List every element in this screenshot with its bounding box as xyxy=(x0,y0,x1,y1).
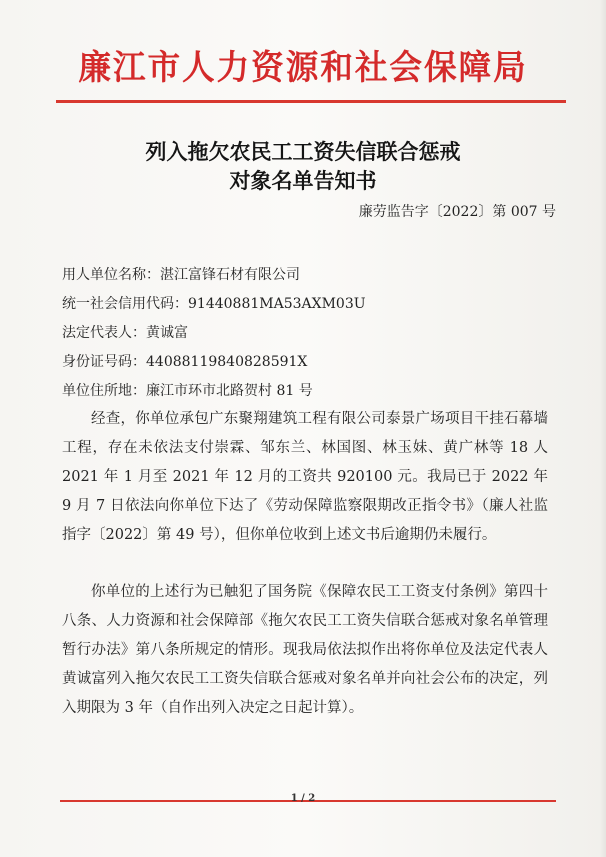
field-id-number xyxy=(62,348,366,377)
field-label: 用人单位名称： xyxy=(62,267,160,283)
entity-info xyxy=(62,261,366,406)
field-label: 法定代表人： xyxy=(62,325,146,341)
field-value: 91440881MA53AXM03U xyxy=(188,296,366,312)
page-edge-shadow xyxy=(600,0,606,857)
notice-title xyxy=(0,137,606,195)
field-value: 湛江富锋石材有限公司 xyxy=(160,267,300,283)
field-value: 黄诚富 xyxy=(146,325,188,341)
page-indicator: 1 / 2 xyxy=(290,793,316,804)
field-label: 统一社会信用代码： xyxy=(62,296,188,312)
field-credit-code xyxy=(62,290,366,319)
field-label: 身份证号码： xyxy=(62,354,146,370)
field-value: 44088119840828591X xyxy=(146,354,308,370)
title-line-2: 对象名单告知书 xyxy=(229,168,377,193)
field-label: 单位住所地： xyxy=(62,383,146,399)
organization-header: 廉江市人力资源和社会保障局 xyxy=(78,48,528,88)
header-red-rule xyxy=(56,100,566,103)
field-employer-name xyxy=(62,261,366,290)
title-line-1: 列入拖欠农民工工资失信联合惩戒 xyxy=(145,139,461,164)
field-legal-rep xyxy=(62,319,366,348)
field-address xyxy=(62,377,366,406)
paragraph-findings: 经查，你单位承包广东聚翔建筑工程有限公司泰景广场项目干挂石幕墙工程，存在未依法支付崇霖、邹东兰、林国图、林玉妹、黄广林等 18 人 2021 年 1 月至 2021 年 12 月的工资共 920100 元。我局已于 2022 年 9 月 7 日依法向你单位下达了《劳动保障监察限期改正指令书》（廉人社监指字〔2022〕第 49 号），但你单位收到上述文书后逾期仍未履行。 xyxy=(62,411,548,543)
document-number: 廉劳监告字〔2022〕第 007 号 xyxy=(358,204,556,220)
paragraph-decision: 你单位的上述行为已触犯了国务院《保障农民工工资支付条例》第四十八条、人力资源和社会保障部《拖欠农民工工资失信联合惩戒对象名单管理暂行办法》第八条所规定的情形。现我局依法拟作出将你单位及法定代表人黄诚富列入拖欠农民工工资失信联合惩戒对象名单并向社会公布的决定，列入期限为 3 年（自作出列入决定之日起计算）。 xyxy=(62,584,548,716)
field-value: 廉江市环市北路贺村 81 号 xyxy=(146,383,313,399)
